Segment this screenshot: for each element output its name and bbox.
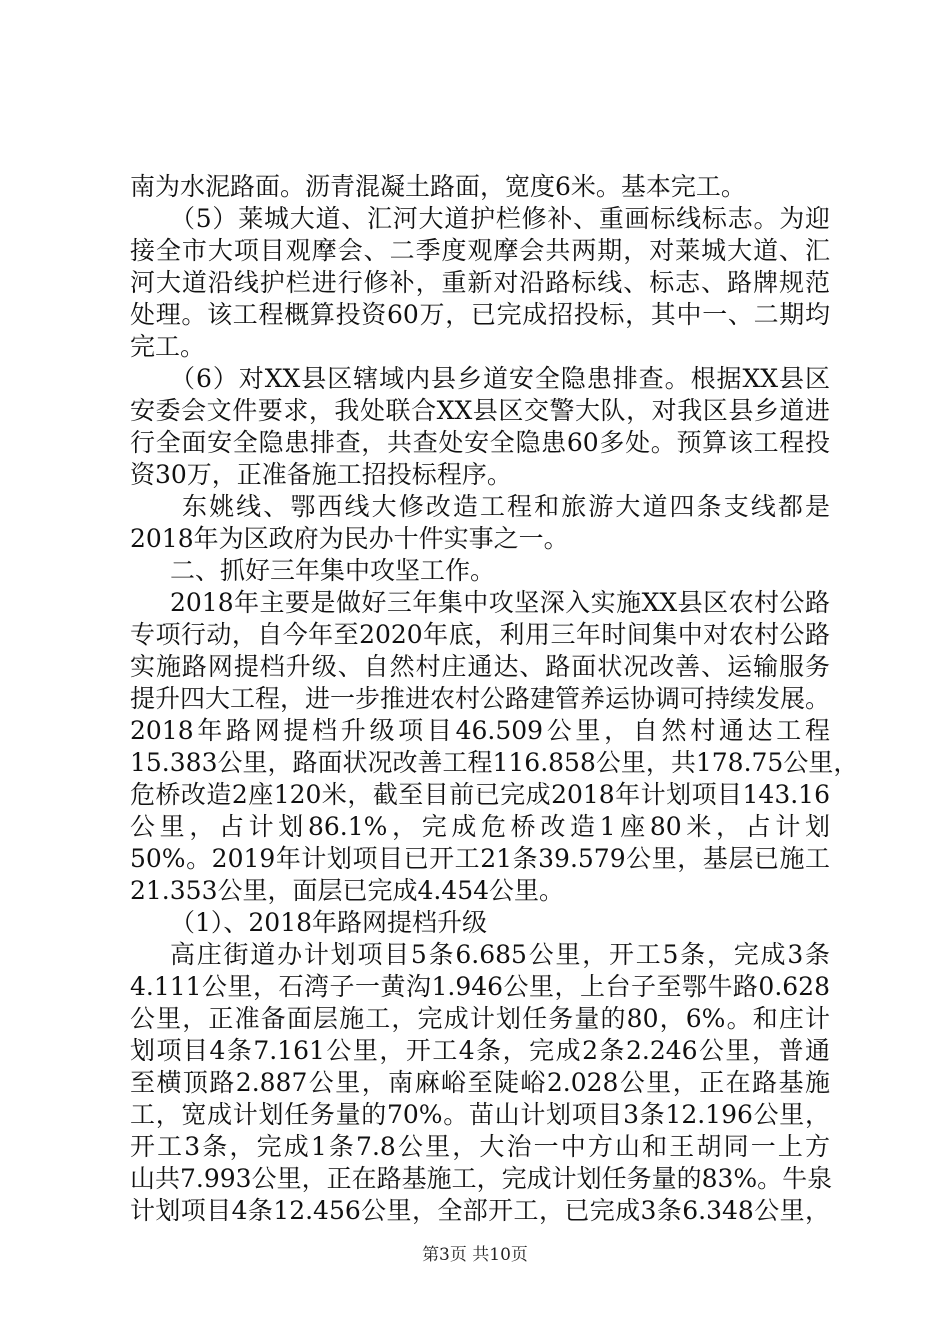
- text-line: 资30万，正准备施工招投标程序。: [130, 460, 512, 489]
- text-line: （5）莱城大道、汇河大道护栏修补、重画标线标志。为迎: [170, 204, 830, 233]
- text-line: 2018年路网提档升级项目46.509公里，自然村通达工程: [130, 716, 830, 745]
- text-line: 公里，占计划86.1%，完成危桥改造1座80米，占计划: [130, 812, 830, 841]
- text-line: 接全市大项目观摩会、二季度观摩会共两期，对莱城大道、汇: [130, 236, 830, 265]
- text-line: 东姚线、鄂西线大修改造工程和旅游大道四条支线都是: [182, 492, 830, 521]
- section-heading: 二、抓好三年集中攻坚工作。: [170, 556, 496, 585]
- text-line: 4.111公里，石湾子一黄沟1.946公里，上台子至鄂牛路0.628: [130, 972, 830, 1001]
- document-body: [130, 171, 859, 1227]
- text-line: 划项目4条7.161公里，开工4条，完成2条2.246公里，普通: [130, 1036, 830, 1065]
- text-line: 处理。该工程概算投资60万，已完成招投标，其中一、二期均: [130, 300, 830, 329]
- text-line: 公里，正准备面层施工，完成计划任务量的80，6%。和庄计: [130, 1004, 830, 1033]
- text-line: 2018年为区政府为民办十件实事之一。: [130, 524, 569, 553]
- text-line: 开工3条，完成1条7.8公里，大治一中方山和王胡同一上方: [130, 1132, 830, 1161]
- text-line: 完工。: [130, 332, 206, 361]
- subsection-heading: （1）、2018年路网提档升级: [170, 908, 488, 937]
- page-number: 第3页 共10页: [422, 1245, 528, 1265]
- text-line: 行全面安全隐患排查，共查处安全隐患60多处。预算该工程投: [130, 428, 830, 457]
- text-line: 工，宽成计划任务量的70%。苗山计划项目3条12.196公里，: [130, 1100, 830, 1129]
- text-line: 15.383公里，路面状况改善工程116.858公里，共178.75公里，: [130, 748, 859, 777]
- text-line: 高庄街道办计划项目5条6.685公里，开工5条，完成3条: [170, 940, 830, 969]
- text-line: 提升四大工程，进一步推进农村公路建管养运协调可持续发展。: [130, 684, 831, 713]
- text-line: 南为水泥路面。沥青混凝土路面，宽度6米。基本完工。: [130, 172, 746, 201]
- text-line: 山共7.993公里，正在路基施工，完成计划任务量的83%。牛泉: [130, 1164, 833, 1193]
- text-line: 危桥改造2座120米，截至目前已完成2018年计划项目143.16: [130, 780, 830, 809]
- page-footer: [0, 1240, 950, 1265]
- text-line: （6）对XX县区辖域内县乡道安全隐患排查。根据XX县区: [170, 364, 830, 393]
- text-line: 安委会文件要求，我处联合XX县区交警大队，对我区县乡道进: [130, 396, 830, 425]
- text-line: 至横顶路2.887公里，南麻峪至陡峪2.028公里，正在路基施: [130, 1068, 830, 1097]
- text-line: 计划项目4条12.456公里，全部开工，已完成3条6.348公里，: [130, 1196, 830, 1225]
- text-line: 50%。2019年计划项目已开工21条39.579公里，基层已施工: [130, 844, 830, 873]
- text-line: 河大道沿线护栏进行修补，重新对沿路标线、标志、路牌规范: [130, 268, 830, 297]
- text-line: 21.353公里，面层已完成4.454公里。: [130, 876, 565, 905]
- text-line: 2018年主要是做好三年集中攻坚深入实施XX县区农村公路: [170, 588, 830, 617]
- text-line: 专项行动，自今年至2020年底，利用三年时间集中对农村公路: [130, 620, 830, 649]
- text-line: 实施路网提档升级、自然村庄通达、路面状况改善、运输服务: [130, 652, 830, 681]
